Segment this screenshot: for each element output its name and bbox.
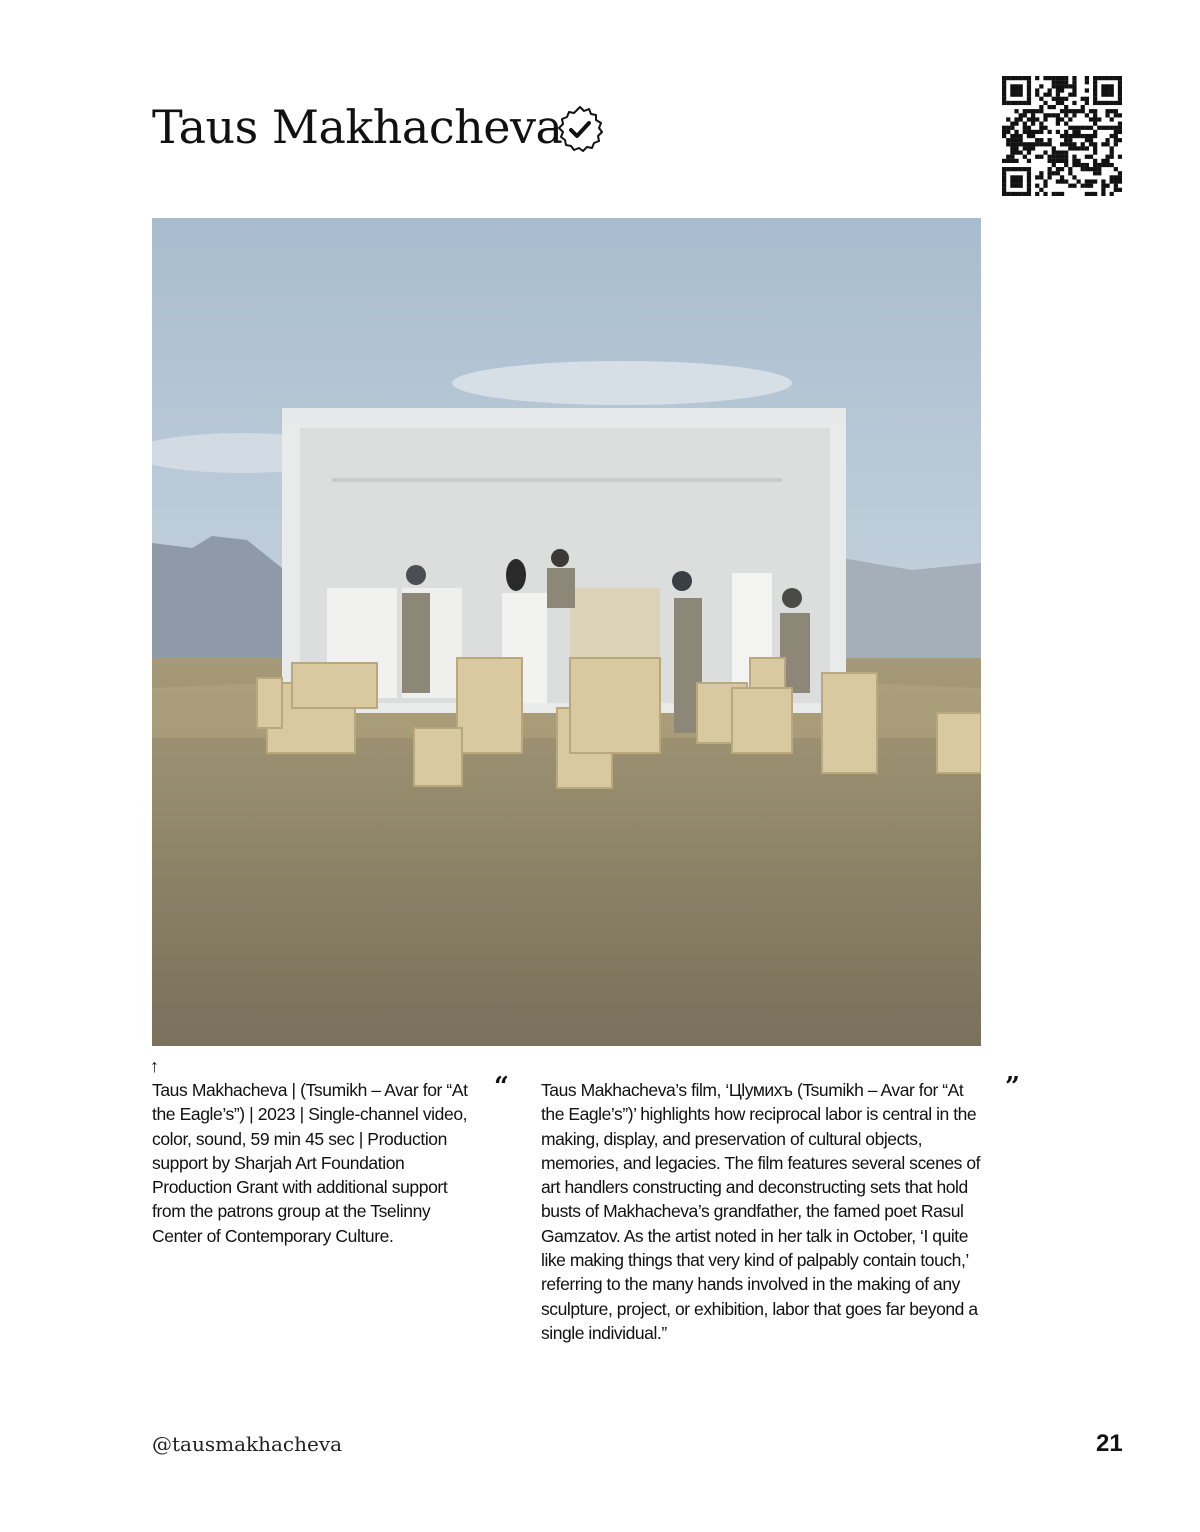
social-handle: @tausmakhacheva xyxy=(152,1432,343,1456)
quote-open-mark: “ xyxy=(494,1072,509,1102)
page-title: Taus Makhacheva xyxy=(152,100,563,154)
qr-code-icon[interactable] xyxy=(1002,76,1122,196)
pull-quote: Taus Makhacheva’s film, ‘Цӏумихъ (Tsumikh – Avar for “At the Eagle’s”)’ highlights how reciprocal labor is central in the making, display, and preservation of cultural objects, memories, and legacies. The film features several scenes of art handlers constructing and deconstructing sets that hold busts of Makhacheva’s grandfather, the famed poet Rasul Gamzatov. As the artist noted in her talk in October, ‘I quite like making things that very kind of palpably contain touch,’ referring to the many hands involved in the making of any sculpture, project, or exhibition, labor that goes far beyond a single individual.” xyxy=(541,1080,981,1343)
page-number: 21 xyxy=(1096,1430,1123,1457)
quote-close-mark: ” xyxy=(1005,1072,1020,1102)
caption-arrow: ↑ xyxy=(150,1056,159,1076)
image-caption: Taus Makhacheva | (Tsumikh – Avar for “At the Eagle’s”) | 2023 | Single-channel video, color, sound, 59 min 45 sec | Production support by Sharjah Art Foundation Production Grant with additional support from the patrons group at the Tselinny Center of Contemporary Culture. xyxy=(152,1080,468,1246)
artwork-photo xyxy=(152,218,981,1046)
verified-badge-icon xyxy=(555,104,605,154)
